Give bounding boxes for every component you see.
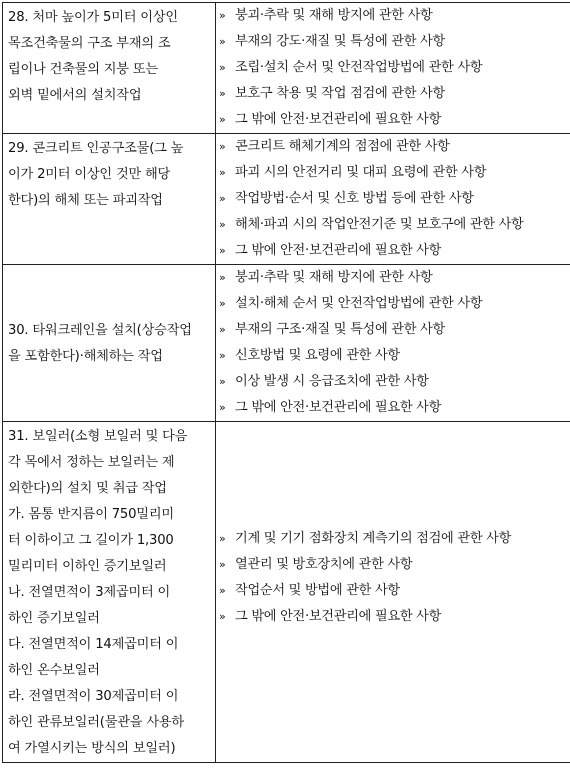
list-item xyxy=(219,55,570,81)
bullet-icon: » xyxy=(219,113,226,126)
education-items-list xyxy=(216,265,570,421)
item-text: 이상 발생 시 응급조치에 관한 사항 xyxy=(235,374,429,389)
list-item xyxy=(219,107,570,133)
item-text: 신호방법 및 요령에 관한 사항 xyxy=(235,348,400,363)
list-item xyxy=(219,160,570,186)
list-item xyxy=(219,29,570,55)
item-text: 그 밖에 안전·보건관리에 필요한 사항 xyxy=(235,609,442,624)
item-text: 보호구 착용 및 작업 점검에 관한 사항 xyxy=(235,86,445,101)
item-text: 콘크리트 해체기계의 점점에 관한 사항 xyxy=(235,139,450,154)
work-description-line: 31. 보일러(소형 보일러 및 다음 xyxy=(8,429,188,444)
work-description-line: 외한다)의 설치 및 취급 작업 xyxy=(8,481,167,496)
bullet-icon: » xyxy=(219,9,226,22)
list-item xyxy=(219,212,570,238)
education-items-cell xyxy=(216,134,570,265)
item-text: 그 밖에 안전·보건관리에 필요한 사항 xyxy=(235,243,442,258)
list-item xyxy=(219,552,570,578)
table-row-28 xyxy=(3,3,570,134)
education-items-list xyxy=(216,3,570,133)
bullet-icon: » xyxy=(219,532,226,545)
bullet-icon: » xyxy=(219,35,226,48)
work-description-line: 여 가열시키는 방식의 보일러) xyxy=(8,741,176,756)
item-text: 부재의 강도·재질 및 특성에 관한 사항 xyxy=(235,34,445,49)
bullet-icon: » xyxy=(219,323,226,336)
work-description-cell xyxy=(3,3,216,134)
work-description-line: 하인 증기보일러 xyxy=(8,611,100,626)
education-items-list xyxy=(216,134,570,264)
work-description-line: 각 목에서 정하는 보일러는 제 xyxy=(8,455,175,470)
item-text: 조립·설치 순서 및 안전작업방법에 관한 사항 xyxy=(235,60,483,75)
list-item xyxy=(219,317,570,343)
item-text: 기계 및 기기 점화장치 계측기의 점검에 관한 사항 xyxy=(235,531,512,546)
list-item xyxy=(219,238,570,264)
work-description-line: 목조건축물의 구조 부재의 조 xyxy=(8,36,171,51)
work-description-line: 하인 온수보일러 xyxy=(8,663,100,678)
education-items-list xyxy=(216,422,570,630)
item-text: 파괴 시의 안전거리 및 대피 요령에 관한 사항 xyxy=(235,165,487,180)
list-item xyxy=(219,3,570,29)
work-description-line: 하인 관류보일러(물관을 사용하 xyxy=(8,715,184,730)
list-item xyxy=(219,186,570,212)
list-item xyxy=(219,369,570,395)
work-description-line: 한다)의 해체 또는 파괴작업 xyxy=(8,193,163,208)
work-description-line: 밀리미터 이하인 증기보일러 xyxy=(8,559,167,574)
bullet-icon: » xyxy=(219,401,226,414)
item-text: 열관리 및 방호장치에 관한 사항 xyxy=(235,557,413,572)
bullet-icon: » xyxy=(219,349,226,362)
bullet-icon: » xyxy=(219,166,226,179)
bullet-icon: » xyxy=(219,558,226,571)
bullet-icon: » xyxy=(219,584,226,597)
table-row-29 xyxy=(3,134,570,265)
item-text: 그 밖에 안전·보건관리에 필요한 사항 xyxy=(235,112,442,127)
item-text: 작업순서 및 방법에 관한 사항 xyxy=(235,583,400,598)
bullet-icon: » xyxy=(219,192,226,205)
education-items-cell xyxy=(216,3,570,134)
bullet-icon: » xyxy=(219,140,226,153)
item-text: 붕괴·추락 및 재해 방지에 관한 사항 xyxy=(235,270,433,285)
list-item xyxy=(219,395,570,421)
table-row-30 xyxy=(3,265,570,422)
item-text: 해체·파괴 시의 작업안전기준 및 보호구에 관한 사항 xyxy=(235,217,524,232)
list-item xyxy=(219,265,570,291)
list-item xyxy=(219,81,570,107)
bullet-icon: » xyxy=(219,244,226,257)
item-text: 설치·해체 순서 및 안전작업방법에 관한 사항 xyxy=(235,296,483,311)
item-text: 작업방법·순서 및 신호 방법 등에 관한 사항 xyxy=(235,191,474,206)
bullet-icon: » xyxy=(219,297,226,310)
work-description-line: 30. 타워크레인을 설치(상승작업 xyxy=(8,323,192,338)
work-description-line: 28. 처마 높이가 5미터 이상인 xyxy=(8,10,178,25)
list-item xyxy=(219,291,570,317)
work-description-line: 나. 전열면적이 3제곱미터 이 xyxy=(8,585,171,600)
table-row-31 xyxy=(3,422,570,763)
work-description-line: 라. 전열면적이 30제곱미터 이 xyxy=(8,689,179,704)
work-description-line: 29. 콘크리트 인공구조물(그 높 xyxy=(8,141,184,156)
bullet-icon: » xyxy=(219,271,226,284)
work-description-line: 이가 2미터 이상인 것만 해당 xyxy=(8,167,171,182)
work-description-line: 외벽 밑에서의 설치작업 xyxy=(8,88,142,103)
work-description-line: 다. 전열면적이 14제곱미터 이 xyxy=(8,637,179,652)
bullet-icon: » xyxy=(219,218,226,231)
bullet-icon: » xyxy=(219,375,226,388)
item-text: 그 밖에 안전·보건관리에 필요한 사항 xyxy=(235,400,442,415)
education-items-cell xyxy=(216,265,570,422)
item-text: 붕괴·추락 및 재해 방지에 관한 사항 xyxy=(235,8,433,23)
work-description-cell xyxy=(3,422,216,763)
bullet-icon: » xyxy=(219,87,226,100)
work-description-line: 을 포함한다)·해체하는 작업 xyxy=(8,349,163,364)
work-description-line: 립이나 건축물의 지붕 또는 xyxy=(8,62,158,77)
item-text: 부재의 구조·재질 및 특성에 관한 사항 xyxy=(235,322,445,337)
list-item xyxy=(219,343,570,369)
work-description-line: 가. 몸통 반지름이 750밀리미 xyxy=(8,507,174,522)
list-item xyxy=(219,526,570,552)
education-items-cell xyxy=(216,422,570,763)
work-description-cell xyxy=(3,265,216,422)
education-content-table xyxy=(2,2,570,763)
list-item xyxy=(219,134,570,160)
work-description-cell xyxy=(3,134,216,265)
list-item xyxy=(219,604,570,630)
bullet-icon: » xyxy=(219,61,226,74)
work-description-line: 터 이하이고 그 길이가 1,300 xyxy=(8,533,174,548)
bullet-icon: » xyxy=(219,610,226,623)
list-item xyxy=(219,578,570,604)
